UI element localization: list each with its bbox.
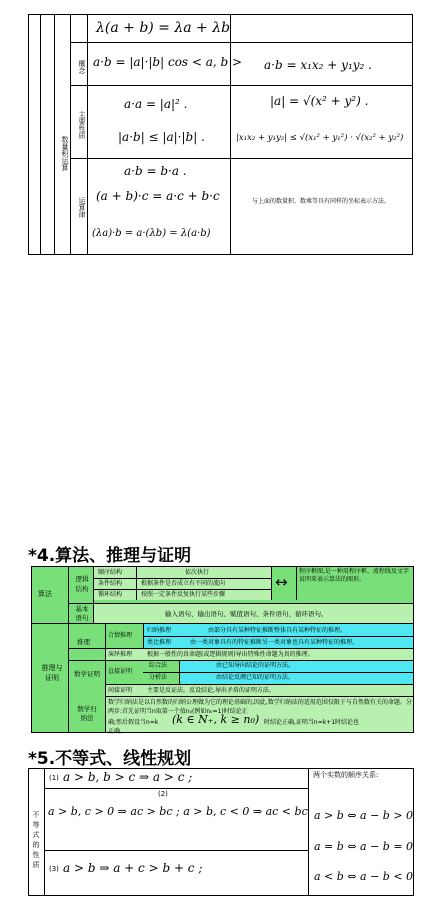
section-5-title: *5.不等式、线性规划 (28, 749, 192, 769)
property-1-formula: a > b, b > c ⇒ a > c ; (63, 770, 193, 784)
formula-commutative: a·b = b·a . (124, 164, 187, 178)
inductive-reasoning-name: 归纳推理 (147, 627, 172, 634)
property-1-number: (1) (49, 774, 59, 782)
row-label-concept: 概念 (78, 60, 86, 74)
induction-desc-2-pre: 确;然后假设当n=k (108, 719, 159, 726)
side-label-dot-product: 数量积运算 (61, 135, 69, 171)
laws-coordinate-note: 与上面的数量积、数乘等具有同样的坐标表示方法。 (251, 198, 390, 205)
synthesis-method-name: 综合法 (149, 662, 168, 669)
synthesis-method-desc: 由已知导向结论的证明方法。 (216, 662, 295, 669)
formula-magnitude: |a| = √(x² + y²) . (270, 94, 369, 108)
relation-less: a < b ⇔ a − b < 0 (314, 870, 414, 883)
row-label-properties: 主要性质 (78, 111, 86, 139)
double-arrow-icon: ↔ (275, 573, 288, 591)
structure-loop-name: 循环结构 (98, 591, 123, 598)
deductive-reasoning-desc: 根据一般性的真命题(或逻辑规则)导出特殊性命题为真的推理。 (147, 651, 314, 658)
relation-equal: a = b ⇔ a − b = 0 (314, 840, 414, 853)
property-3-number: (3) (49, 865, 59, 873)
proof-label: 推理与证明 (41, 664, 63, 682)
structure-sequential-desc: 依次执行 (185, 569, 210, 576)
indirect-proof-name: 间接证明 (108, 687, 133, 694)
inductive-reasoning-desc: 由部分具有某种特征推断整体具有某种特征的推理。 (208, 627, 347, 634)
logic-structure-label: 逻辑结构 (75, 575, 89, 593)
formula-associative: (λa)·b = a·(λb) = λ(a·b) (92, 228, 211, 239)
structure-sequential-name: 顺序结构 (98, 569, 123, 576)
row-label-laws: 运算律 (78, 196, 86, 218)
direct-proof-name: 直接证明 (108, 668, 133, 675)
induction-formula: (k ∈ N₊, k ≥ n₀) (172, 713, 260, 726)
analogical-reasoning-name: 类比推理 (147, 639, 172, 646)
formula-cauchy-abs: |a·b| ≤ |a|·|b| . (118, 130, 205, 144)
algorithm-label: 算法 (38, 590, 52, 598)
induction-desc-1: 数学归纳法是以自然数的归纳公理做为它的理论基础的,因此,数学归纳法的适用范围仅限于与自然数有关的命题。分两步:首先证明当n取第一个值n₀(例如n₀=1)时结论正 (108, 699, 412, 715)
section-4-title: *4.算法、推理与证明 (28, 546, 192, 566)
property-2-formula: a > b, c > 0 ⇒ ac > bc ; a > b, c < 0 ⇒ ac < bc (48, 805, 308, 818)
analogical-reasoning-desc: 由一类对象具有的特征推断另一类对象也具有某种特征的推理。 (190, 639, 359, 646)
analysis-method-desc: 由结论反溯已知的证明方法。 (216, 674, 295, 681)
induction-desc-3: 正确。 (108, 728, 127, 735)
structure-loop-desc: 按照一定条件反复执行某些步骤 (141, 591, 226, 598)
structure-conditional-desc: 根据条件是否成立有不同的流向 (141, 580, 226, 587)
property-2-number: (2) (158, 790, 168, 798)
inequality-side-label: 不等式的性质 (32, 811, 40, 869)
basic-statement-label: 基本语句 (75, 605, 89, 622)
formula-distributive: (a + b)·c = a·c + b·c (96, 189, 220, 203)
formula-scalar-distributive: λ(a + b) = λa + λb (96, 20, 231, 36)
reasoning-label: 推理 (77, 638, 90, 646)
induction-label: 数学归纳法 (77, 705, 97, 722)
deductive-reasoning-name: 演绎推理 (108, 651, 133, 658)
relation-greater: a > b ⇔ a − b > 0 (314, 809, 414, 822)
plausible-reasoning-name: 合情推理 (108, 632, 133, 639)
flowchart-note: 程序框图,是一种用程序框、流程线及文字说明来表示算法的图形。 (299, 568, 409, 583)
basic-statement-desc: 输入语句、输出语句、赋值语句、条件语句、循环语句。 (165, 610, 328, 618)
order-relation-title: 两个实数的顺序关系: (313, 771, 379, 779)
structure-conditional-name: 条件结构 (98, 580, 123, 587)
analysis-method-name: 分析法 (149, 674, 168, 681)
formula-dot-definition: a·b = |a|·|b| cos < a, b > (93, 55, 243, 69)
math-proof-label: 数学证明 (74, 670, 100, 678)
formula-dot-coordinates: a·b = x₁x₂ + y₁y₂ . (264, 58, 372, 72)
formula-self-dot: a·a = |a|² . (124, 97, 188, 111)
induction-desc-2-post: 时结论正确,证明当n=k+1时结论也 (264, 719, 360, 726)
indirect-proof-desc: 主要是反证法。反设结论,导出矛盾的证明方法。 (147, 687, 275, 694)
formula-cauchy-coordinates: |x₁x₂ + y₁y₂| ≤ √(x₁² + y₁²) · √(x₂² + y₂²) (236, 133, 404, 143)
property-3-formula: a > b ⇒ a + c > b + c ; (63, 861, 203, 875)
